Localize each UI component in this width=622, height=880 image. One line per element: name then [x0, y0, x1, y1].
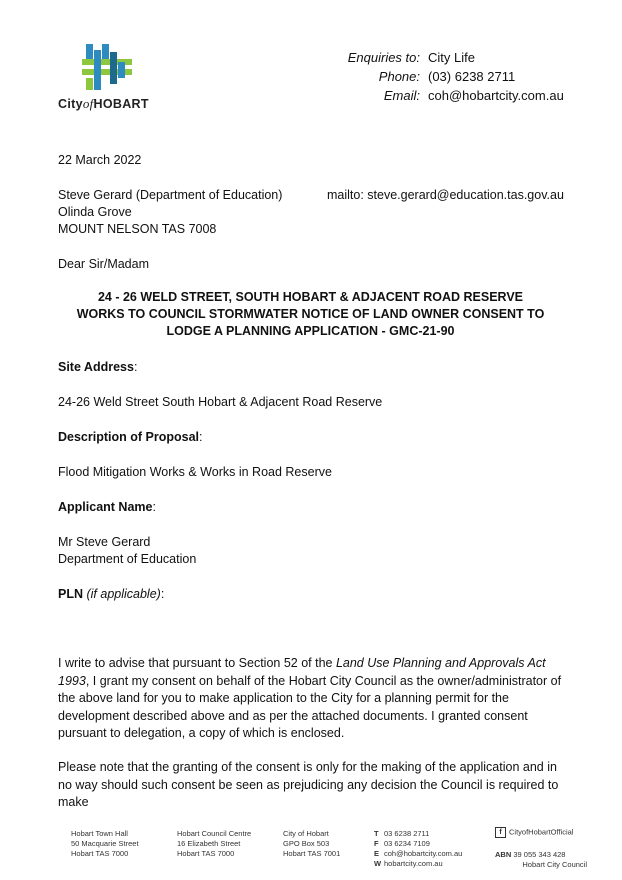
footer-line: 16 Elizabeth Street [177, 839, 241, 848]
site-address-heading: Site Address: [58, 360, 138, 374]
footer-line: GPO Box 503 [283, 839, 330, 848]
email-label: Email: [383, 88, 420, 103]
footer-contact [374, 829, 462, 869]
applicant-line1: Mr Steve Gerard [58, 535, 151, 549]
enquiries-value: City Life [428, 50, 475, 65]
para1-rest: , I grant my consent on behalf of the Hobart City Council as the owner/administrator of the above land for you to make application to the City for a planning permit for the development described above and as per the attached documents. I granted consent pursuant to delegation, a copy of which is enclosed. [58, 673, 562, 740]
contact-key: E [374, 849, 380, 858]
email-value: coh@hobartcity.com.au [428, 88, 564, 103]
logo-of: of [82, 96, 94, 111]
email-row [0, 88, 622, 107]
footer-line: Hobart Town Hall [71, 829, 128, 838]
phone-label: Phone: [378, 69, 420, 84]
heading-line3: LODGE A PLANNING APPLICATION - GMC-21-90 [166, 324, 455, 338]
heading-line1: 24 - 26 WELD STREET, SOUTH HOBART & ADJACENT ROAD RESERVE [97, 290, 524, 304]
footer-line: Hobart TAS 7000 [71, 849, 129, 858]
pln-heading: PLN (if applicable): [58, 587, 165, 601]
contact-value: 03 6234 7109 [384, 839, 430, 848]
applicant-heading: Applicant Name: [58, 500, 156, 514]
footer-line: Hobart Council Centre [177, 829, 252, 838]
phone-value: (03) 6238 2711 [428, 69, 516, 84]
para1-start: I write to advise that pursuant to Section 52 of the [58, 656, 336, 670]
note-paragraph: Please note that the granting of the consent is only for the making of the application and in no way should such consent be seen as prejudicing any decision the Council is required to make [58, 760, 559, 809]
abn-label: ABN [495, 850, 512, 859]
footer-line: 50 Macquarie Street [71, 839, 139, 848]
footer-postal [283, 829, 340, 859]
footer-contact-phone [374, 829, 462, 839]
logo-city: City [58, 97, 83, 111]
salutation: Dear Sir/Madam [58, 257, 149, 271]
enquiries-label: Enquiries to: [347, 50, 420, 65]
enquiries-block [0, 50, 622, 107]
footer-abn [495, 850, 587, 870]
contact-value: coh@hobartcity.com.au [384, 849, 463, 858]
abn-line [495, 850, 587, 860]
contact-key: W [374, 859, 382, 868]
footer-contact-fax [374, 839, 462, 849]
pln-label: PLN [58, 587, 83, 601]
enquiries-row [0, 50, 622, 69]
facebook-icon: f [495, 827, 506, 838]
site-address-value: 24-26 Weld Street South Hobart & Adjacent Road Reserve [58, 395, 383, 409]
letter-heading [58, 289, 563, 340]
proposal-value: Flood Mitigation Works & Works in Road Reserve [58, 465, 332, 479]
footer-line: Hobart TAS 7001 [283, 849, 341, 858]
heading-line2: WORKS TO COUNCIL STORMWATER NOTICE OF LAND OWNER CONSENT TO [76, 307, 545, 321]
recipient-line2: Olinda Grove [58, 205, 132, 219]
footer-line: Hobart TAS 7000 [177, 849, 235, 858]
contact-key: F [374, 839, 379, 848]
footer-council-name: Hobart City Council [522, 860, 587, 869]
consent-paragraph [58, 655, 568, 743]
footer-facebook[interactable] [495, 827, 573, 838]
recipient-line1: Steve Gerard (Department of Education) [58, 188, 283, 202]
phone-row [0, 69, 622, 88]
abn-value: 39 055 343 428 [513, 850, 566, 859]
proposal-heading: Description of Proposal: [58, 430, 203, 444]
recipient-line3: MOUNT NELSON TAS 7008 [58, 222, 217, 236]
facebook-handle: CityofHobartOfficial [509, 827, 574, 837]
pln-note: (if applicable) [86, 587, 161, 601]
footer-line: City of Hobart [283, 829, 329, 838]
applicant-line2: Department of Education [58, 552, 197, 566]
letter-date: 22 March 2022 [58, 153, 142, 167]
footer-town-hall [71, 829, 139, 859]
recipient-mailto[interactable]: mailto: steve.gerard@education.tas.gov.au [327, 188, 564, 202]
site-address-label: Site Address [58, 360, 134, 374]
contact-value: 03 6238 2711 [384, 829, 430, 838]
proposal-label: Description of Proposal [58, 430, 199, 444]
contact-key: T [374, 829, 379, 838]
footer-contact-web[interactable] [374, 859, 462, 869]
applicant-label: Applicant Name [58, 500, 153, 514]
logo-hobart: HOBART [93, 97, 149, 111]
para1-act: Land Use Planning and Approvals Act 1993 [58, 656, 546, 688]
footer-contact-email[interactable] [374, 849, 462, 859]
contact-value: hobartcity.com.au [384, 859, 443, 868]
footer-council-centre [177, 829, 251, 859]
